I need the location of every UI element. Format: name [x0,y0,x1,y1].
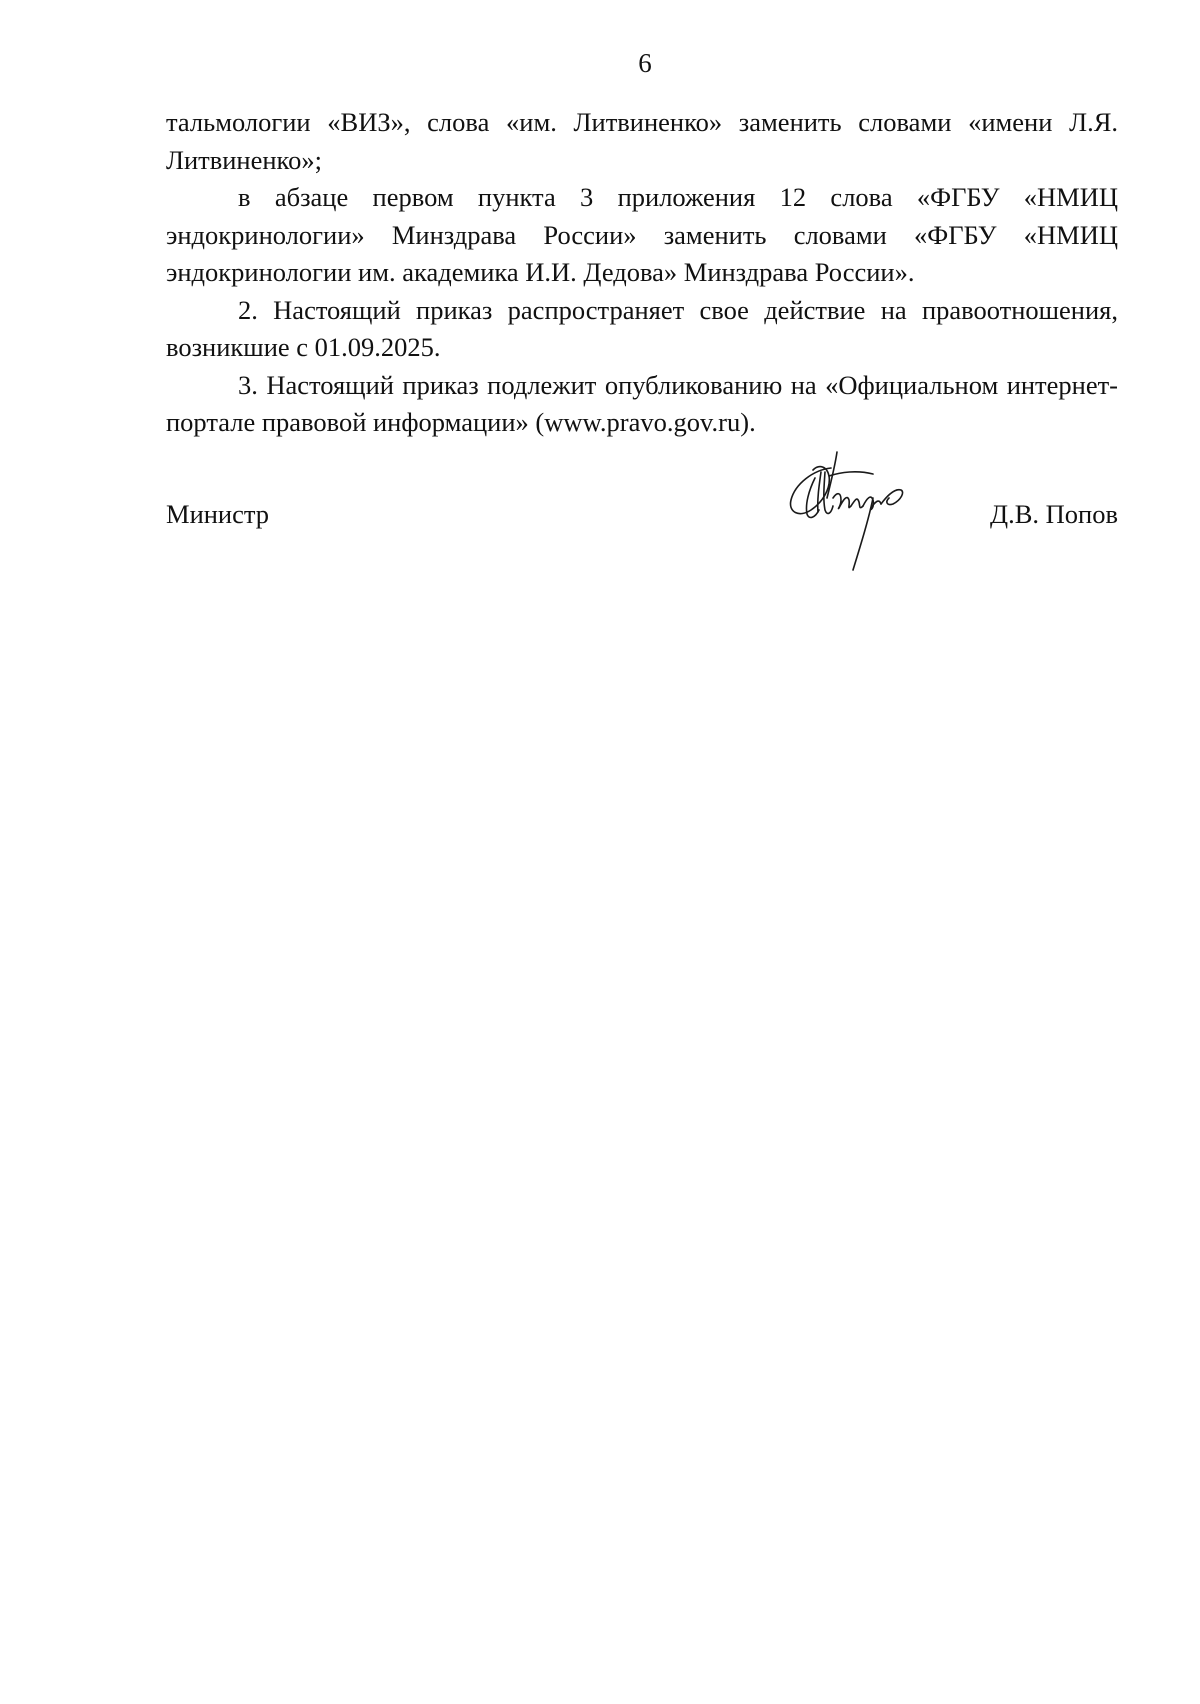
signer-name: Д.В. Попов [990,499,1118,529]
signer-position-title: Министр [166,499,270,529]
handwritten-signature [785,448,930,578]
signature-block [166,494,1118,534]
paragraph-item-3-publication: 3. Настоящий приказ подлежит опубликованию на «Официальном интернет-портале правовой информации» (www.pravo.gov.ru). [166,369,1118,437]
paragraph-item-2-effective-date: 2. Настоящий приказ распространяет свое действие на правоотношения, возникшие с 01.09.2025. [166,294,1118,362]
paragraph-appendix-12-amendment: в абзаце первом пункта 3 приложения 12 слова «ФГБУ «НМИЦ эндокринологии» Минздрава России» заменить словами «ФГБУ «НМИЦ эндокринологии им. академика И.И. Дедова» Минздрава России». [166,182,1118,287]
paragraph-continuation: тальмологии «ВИЗ», слова «им. Литвиненко» заменить словами «имени Л.Я. Литвиненко»; [166,107,1118,175]
page-number: 6 [638,48,652,78]
document-body [166,104,1118,442]
